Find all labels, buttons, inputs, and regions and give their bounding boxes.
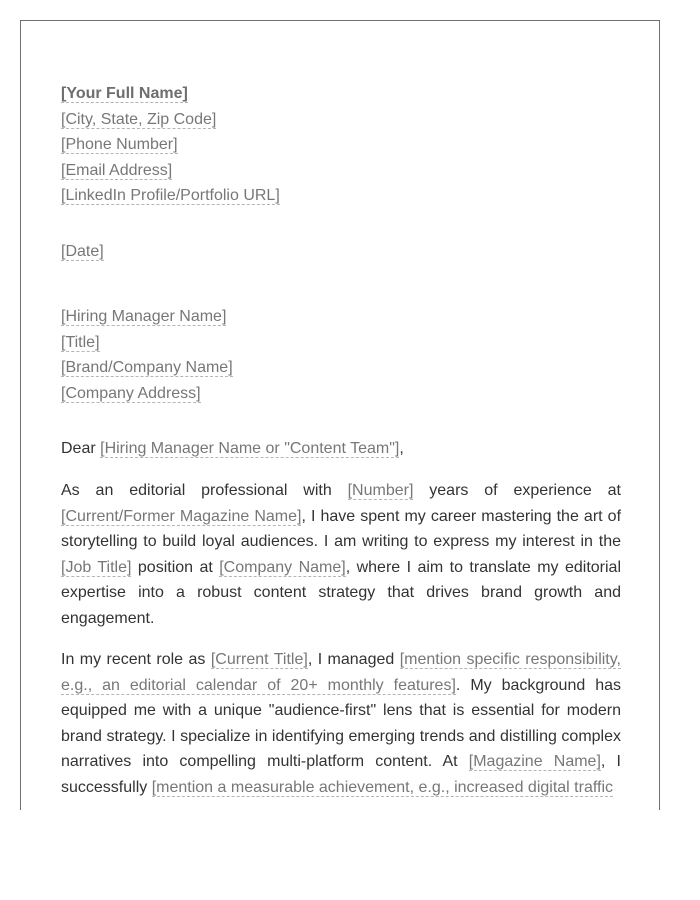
recipient-address-placeholder[interactable]: [Company Address] (61, 384, 201, 402)
magazine-name-placeholder[interactable]: [Current/Former Magazine Name] (61, 507, 302, 525)
achievement-placeholder[interactable]: [mention a measurable achievement, e.g., increased digital traffic (151, 778, 613, 796)
salutation-name-placeholder[interactable]: [Hiring Manager Name or "Content Team"] (100, 440, 400, 457)
paragraph-text: years of experience at (413, 482, 621, 499)
cover-letter (61, 81, 621, 800)
paragraph-text: position at (131, 558, 220, 576)
body-paragraph-2 (61, 647, 621, 800)
date-placeholder[interactable]: [Date] (61, 242, 104, 260)
recipient-company-placeholder[interactable]: [Brand/Company Name] (61, 359, 233, 376)
paragraph-text: , I managed (307, 651, 400, 668)
recipient-block (61, 304, 621, 406)
years-experience-placeholder[interactable]: [Number] (347, 482, 414, 499)
paragraph-text: In my recent role as (61, 651, 211, 668)
recipient-title-placeholder[interactable]: [Title] (61, 333, 100, 351)
sender-email-placeholder[interactable]: [Email Address] (61, 161, 173, 179)
body-paragraph-1 (61, 478, 621, 631)
salutation (61, 436, 621, 462)
current-title-placeholder[interactable]: [Current Title] (210, 651, 308, 668)
paragraph-text: , I have spent my career mastering the art of storytelling to build loyal audiences. I am writing to express my interest in the (61, 507, 622, 550)
sender-block (61, 81, 621, 209)
magazine-name-placeholder-2[interactable]: [Magazine Name] (468, 753, 601, 770)
sender-full-name-placeholder[interactable]: [Your Full Name] (61, 85, 188, 102)
sender-linkedin-placeholder[interactable]: [LinkedIn Profile/Portfolio URL] (61, 187, 280, 204)
company-name-placeholder[interactable]: [Company Name] (219, 558, 346, 576)
recipient-hiring-manager-placeholder[interactable]: [Hiring Manager Name] (61, 308, 227, 325)
date-block (61, 239, 621, 265)
document-page (20, 20, 660, 810)
paragraph-text: As an editorial professional with (61, 482, 348, 499)
paragraph-text: , where I aim to translate my editorial expertise into a robust content strategy that drives brand growth and engagement. (61, 558, 622, 627)
salutation-suffix: , (399, 440, 404, 457)
sender-city-state-zip-placeholder[interactable]: [City, State, Zip Code] (61, 110, 217, 128)
job-title-placeholder[interactable]: [Job Title] (61, 558, 132, 576)
paragraph-text: , I successfully (61, 753, 621, 796)
paragraph-text: . My background has equipped me with a unique "audience-first" lens that is essential for modern brand strategy. I specialize in identifying emerging trends and distilling complex narratives into compelling multi-platform content. At (61, 676, 622, 770)
salutation-prefix: Dear (61, 440, 101, 457)
responsibility-placeholder[interactable]: [mention specific responsibility, e.g., an editorial calendar of 20+ monthly features] (61, 651, 622, 694)
sender-phone-placeholder[interactable]: [Phone Number] (61, 136, 178, 153)
